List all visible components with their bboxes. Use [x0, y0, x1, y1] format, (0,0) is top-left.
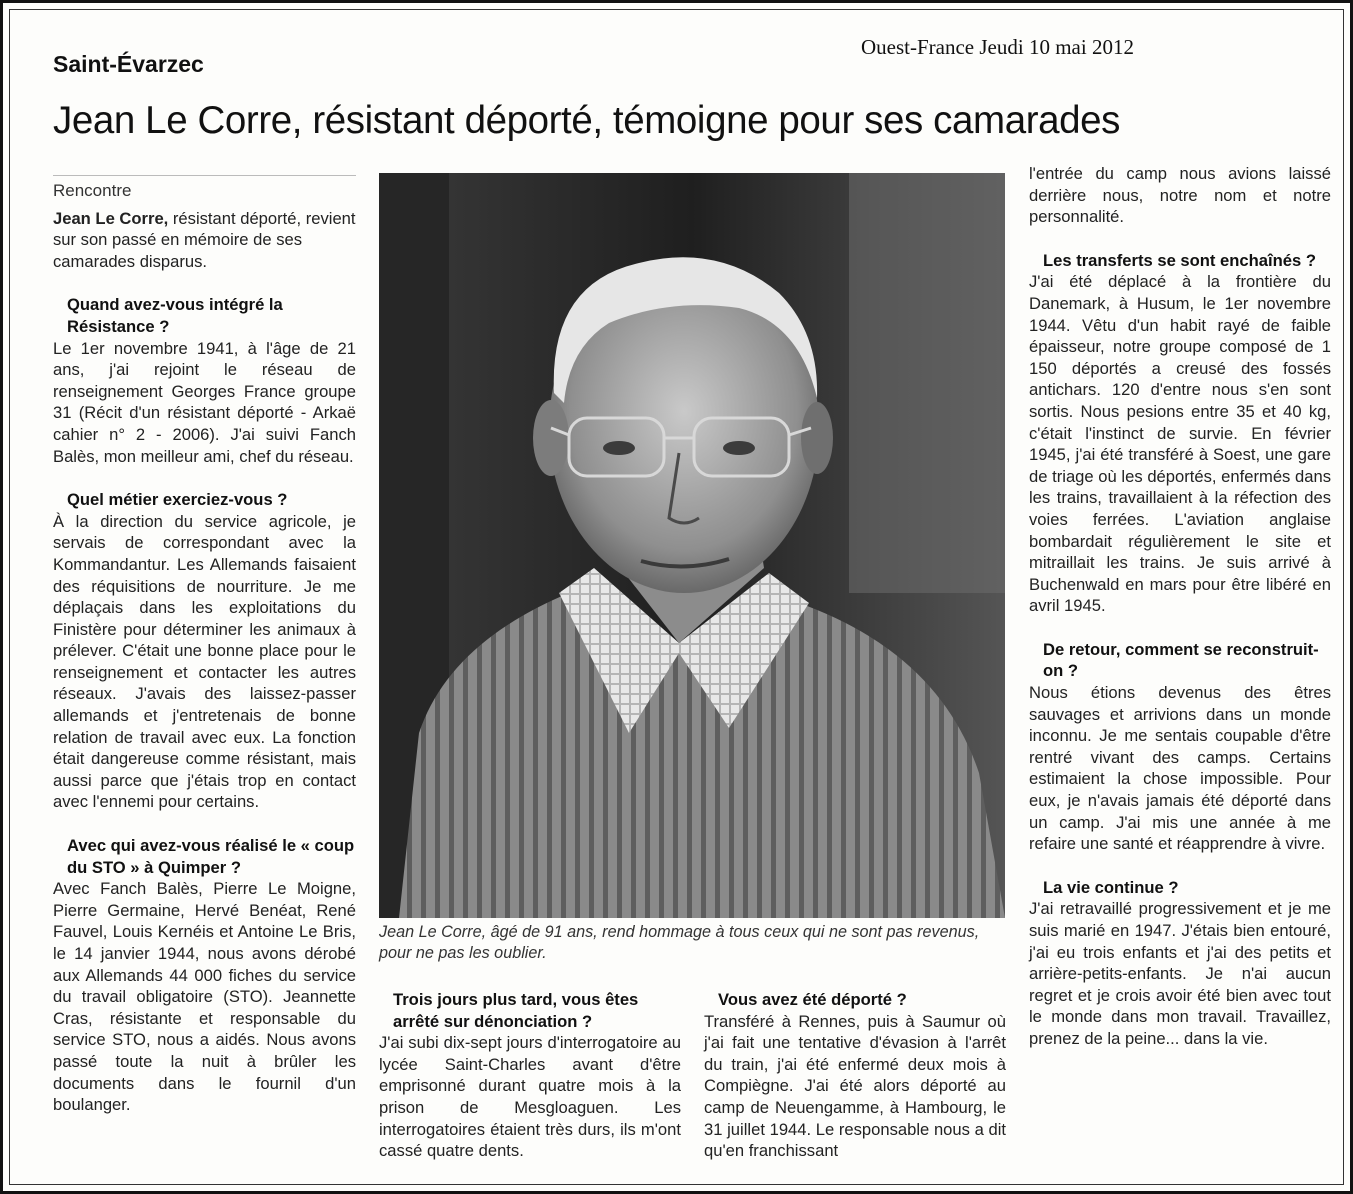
question-resistance: Quand avez-vous intégré la Résistance ? [67, 295, 283, 336]
lead-name: Jean Le Corre, [53, 208, 169, 228]
column-3 [704, 969, 1006, 1162]
rubric-label: Rencontre [53, 175, 356, 205]
answer-metier: À la direction du service agricole, je servais de correspondant avec la Kommandantur. Les Allemands faisaient des réquisitions de nourriture. Je me déplaçais dans les exploitations du Finistère pour déterminer les animaux à prélever. C'était une bonne place pour le renseignement et contacter les autres réseaux. J'avais des laissez-passer allemands et j'entretenais de bonne relation de travail avec eux. La fonction était dangereuse comme résistant, mais aussi parce que j'étais trop en contact avec l'ennemi pour certains. [53, 511, 356, 812]
answer-vie: J'ai retravaillé progressivement et je me suis marié en 1947. J'étais bien entouré, j'ai eu trois enfants et j'ai des petits et arrière-petits-enfants. Je n'ai aucun regret et je crois avoir été bien avec tout le monde dans mon travail. Travaillez, prenez de la peine... dans la vie. [1029, 899, 1331, 1048]
answer-deportation: Transféré à Rennes, puis à Saumur où j'ai fait une tentative d'évasion à l'arrêt du train, j'ai été enfermé deux mois à Compiègne. J'ai été alors déporté au camp de Neuengamme, à Hambourg, le 31 juillet 1944. Le responsable nous a dit qu'en franchissant [704, 1011, 1006, 1161]
lead-text: résistant déporté, revient sur son passé en mémoire de ses camarades disparus. [53, 208, 356, 271]
photo-caption: Jean Le Corre, âgé de 91 ans, rend hommage à tous ceux qui ne sont pas revenus, pour ne pas les oublier. [379, 923, 980, 962]
question-metier: Quel métier exerciez-vous ? [67, 490, 288, 510]
answer-retour: Nous étions devenus des êtres sauvages et arrivions dans un monde inconnu. Je me sentais coupable d'être rentré vivant des camps. Certains estimaient la chose impossible. Pour eux, je n'avais jamais été déporté dans un camp. J'ai mis une année à me refaire une santé et réapprendre à vivre. [1029, 683, 1331, 854]
portrait-illustration [379, 173, 1005, 918]
source-line: Ouest-France Jeudi 10 mai 2012 [861, 35, 1134, 59]
question-vie: La vie continue ? [1043, 877, 1179, 897]
lead-paragraph [53, 208, 356, 273]
answer-resistance: Le 1er novembre 1941, à l'âge de 21 ans, j'ai rejoint le réseau de renseignement Georges France groupe 31 (Récit d'un résistant déporté - Arkaë cahier n° 2 - 2006). J'ai suivi Fanch Balès, mon meilleur ami, chef du réseau. [53, 338, 356, 466]
question-arrestation: Trois jours plus tard, vous êtes arrêté sur dénonciation ? [393, 990, 639, 1031]
answer-arrestation: J'ai subi dix-sept jours d'interrogatoire au lycée Saint-Charles avant d'être emprisonné durant quatre mois à la prison de Mesgloaguen. Les interrogatoires étaient très durs, ils m'ont cassé quatre dents. [379, 1033, 681, 1161]
answer-sto: Avec Fanch Balès, Pierre Le Moigne, Pierre Germaine, Hervé Benéat, René Fauvel, Louis Kernéis et Antoine Le Bris, le 14 janvier 1944, nous avons dérobé aux Allemands 44 000 fiches du service du travail obligatoire (STO). Jeannette Cras, résistante et responsable du service STO, nous a aidés. Nous avons passé toute la nuit à brûler les documents dans le fournil d'un boulanger. [53, 879, 356, 1115]
question-deportation: Vous avez été déporté ? [718, 990, 907, 1009]
column-4 [1029, 163, 1331, 1050]
column-1 [53, 175, 356, 1116]
question-transferts: Les transferts se sont enchaînés ? [1043, 250, 1316, 270]
portrait-photo [379, 173, 1005, 918]
headline: Jean Le Corre, résistant déporté, témoigne pour ses camarades [53, 99, 1121, 142]
locality-label: Saint-Évarzec [53, 51, 204, 77]
question-sto: Avec qui avez-vous réalisé le « coup du STO » à Quimper ? [67, 836, 355, 877]
question-retour: De retour, comment se reconstruit-on ? [1043, 639, 1319, 681]
continued-text: l'entrée du camp nous avions laissé derrière nous, notre nom et notre personnalité. [1029, 164, 1331, 227]
column-2 [379, 969, 681, 1162]
answer-transferts: J'ai été déplacé à la frontière du Danemark, à Husum, le 1er novembre 1944. Vêtu d'un habit rayé de faible épaisseur, notre groupe composé de 1 150 déportés a creusé des fossés antichars. 120 d'entre nous s'en sont sortis. Nous pesions entre 35 et 40 kg, c'était l'instinct de survie. En février 1945, j'ai été transféré à Soest, une gare de triage où les déportés, enfermés dans les trains, travaillaient à la réfection des voies ferrées. L'aviation anglaise bombardait régulièrement le site et mitraillait les trains. Je suis arrivé à Buchenwald en mars pour être libéré en avril 1945. [1029, 272, 1331, 616]
